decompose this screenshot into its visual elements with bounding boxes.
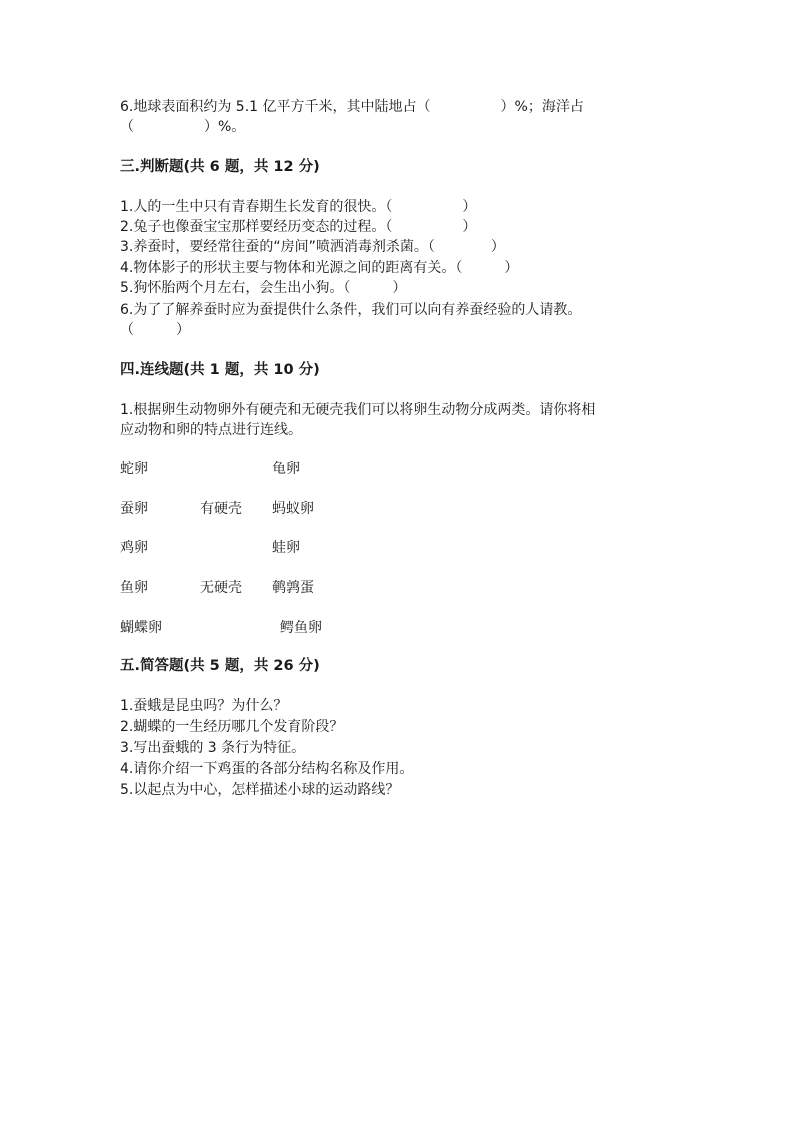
- judge-item-4: 4.物体影子的形状主要与物体和光源之间的距离有关。（ ）: [120, 260, 519, 276]
- matching-middle-hard-shell: 有硬壳: [200, 501, 242, 517]
- judge-item-5: 5.狗怀胎两个月左右，会生出小狗。（ ）: [120, 280, 407, 296]
- judge-item-2: 2.兔子也像蚕宝宝那样要经历变态的过程。（ ）: [120, 219, 477, 235]
- short-answer-4: 4.请你介绍一下鸡蛋的各部分结构名称及作用。: [120, 761, 414, 777]
- fill-in-q6-line1: 6.地球表面积约为 5.1 亿平方千米，其中陆地占（ ）%；海洋占: [120, 99, 584, 115]
- matching-left-3: 鸡卵: [120, 540, 148, 556]
- judge-item-1: 1.人的一生中只有青春期生长发育的很快。（ ）: [120, 199, 477, 215]
- matching-right-1: 龟卵: [272, 461, 300, 477]
- matching-left-2: 蚕卵: [120, 501, 148, 517]
- matching-right-3: 蛙卵: [272, 540, 300, 556]
- section-5-heading: 五.简答题(共 5 题，共 26 分): [120, 658, 320, 674]
- matching-left-5: 蝴蝶卵: [120, 620, 162, 636]
- section-4-heading: 四.连线题(共 1 题，共 10 分): [120, 362, 320, 378]
- matching-right-5: 鳄鱼卵: [280, 620, 322, 636]
- short-answer-1: 1.蚕蛾是昆虫吗？为什么？: [120, 698, 288, 714]
- judge-item-6: 6.为了了解养蚕时应为蚕提供什么条件，我们可以向有养蚕经验的人请教。: [120, 302, 582, 318]
- matching-left-1: 蛇卵: [120, 461, 148, 477]
- short-answer-2: 2.蝴蝶的一生经历哪几个发育阶段？: [120, 719, 344, 735]
- matching-middle-no-shell: 无硬壳: [200, 580, 242, 596]
- matching-right-4: 鹌鹑蛋: [272, 580, 314, 596]
- fill-in-q6-line2: （ ）%。: [120, 119, 246, 135]
- section-3-heading: 三.判断题(共 6 题，共 12 分): [120, 159, 320, 175]
- matching-prompt-line2: 应动物和卵的特点进行连线。: [120, 422, 302, 438]
- matching-prompt-line1: 1.根据卵生动物卵外有硬壳和无硬壳我们可以将卵生动物分成两类。请你将相: [120, 402, 596, 418]
- judge-item-3: 3.养蚕时，要经常往蚕的“房间”喷洒消毒剂杀菌。（ ）: [120, 239, 505, 255]
- short-answer-3: 3.写出蚕蛾的 3 条行为特征。: [120, 740, 306, 756]
- matching-right-2: 蚂蚁卵: [272, 501, 314, 517]
- judge-item-6-blank: （ ）: [120, 322, 190, 338]
- matching-left-4: 鱼卵: [120, 580, 148, 596]
- short-answer-5: 5.以起点为中心，怎样描述小球的运动路线？: [120, 782, 400, 798]
